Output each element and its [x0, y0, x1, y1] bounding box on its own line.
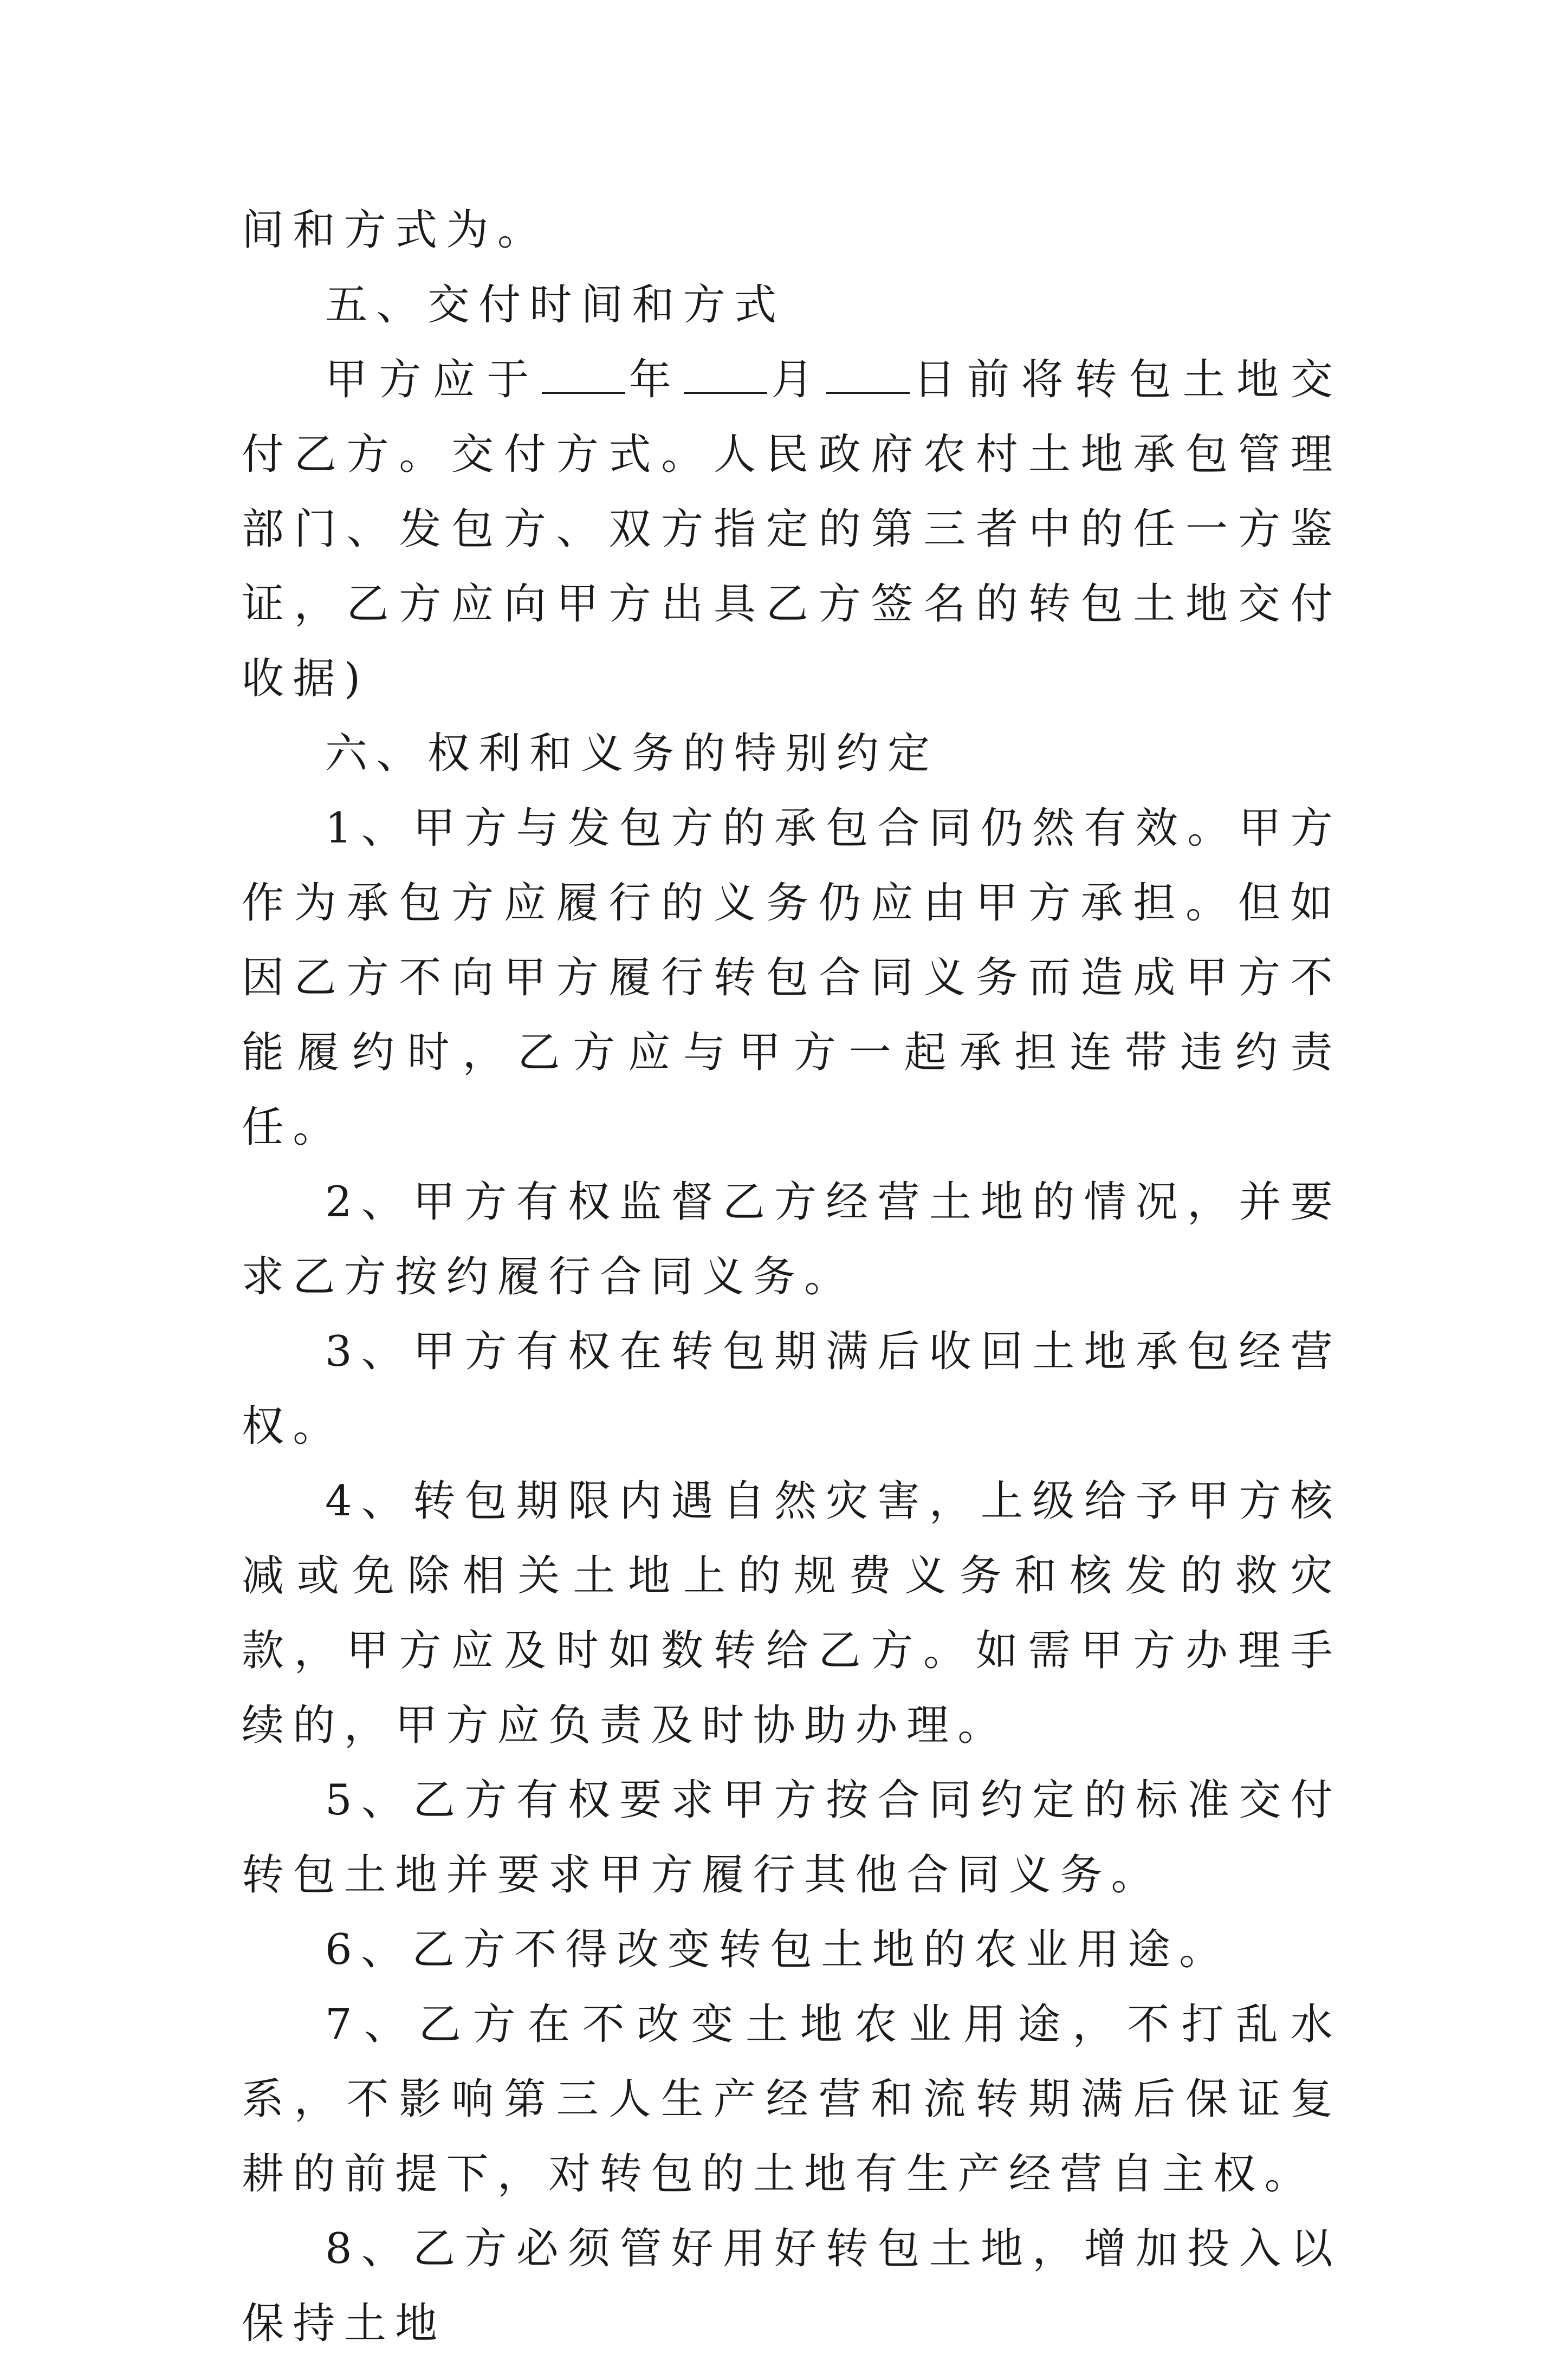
delivery-text-lead: 甲方应于	[325, 355, 541, 404]
contract-body	[242, 193, 1342, 2361]
year-blank-field	[542, 359, 625, 394]
month-label: 月	[768, 355, 825, 404]
paragraph-continuation: 间和方式为。	[242, 206, 549, 255]
paragraph-delivery-date	[242, 342, 1342, 716]
year-label: 年	[626, 355, 683, 404]
clause-6: 6、乙方不得改变转包土地的农业用途。	[325, 1925, 1230, 1974]
day-blank-field	[826, 359, 910, 394]
clause-7: 7、乙方在不改变土地农业用途，不打乱水系，不影响第三人生产经营和流转期满后保证复耕的前提下，对转包的土地有生产经营自主权。	[242, 2000, 1342, 2198]
clause-3: 3、甲方有权在转包期满后收回土地承包经营权。	[242, 1327, 1342, 1451]
clause-5: 5、乙方有权要求甲方按合同约定的标准交付转包土地并要求甲方履行其他合同义务。	[242, 1776, 1342, 1899]
month-blank-field	[684, 359, 767, 394]
delivery-text-rest: 日前将转包土地交付乙方。交付方式。人民政府农村土地承包管理部门、发包方、双方指定的第三者中的任一方鉴证，乙方应向甲方出具乙方签名的转包土地交付收据)	[242, 355, 1342, 703]
section-heading-rights: 六、权利和义务的特别约定	[325, 729, 939, 778]
clause-8: 8、乙方必须管好用好转包土地，增加投入以保持土地	[242, 2224, 1342, 2348]
section-heading-delivery: 五、交付时间和方式	[325, 281, 786, 329]
clause-1: 1、甲方与发包方的承包合同仍然有效。甲方作为承包方应履行的义务仍应由甲方承担。但如因乙方不向甲方履行转包合同义务而造成甲方不能履约时，乙方应与甲方一起承担连带违约责任。	[242, 804, 1342, 1152]
clause-2: 2、甲方有权监督乙方经营土地的情况，并要求乙方按约履行合同义务。	[242, 1178, 1342, 1301]
clause-4: 4、转包期限内遇自然灾害，上级给予甲方核减或免除相关土地上的规费义务和核发的救灾款，甲方应及时如数转给乙方。如需甲方办理手续的，甲方应负责及时协助办理。	[242, 1477, 1342, 1750]
